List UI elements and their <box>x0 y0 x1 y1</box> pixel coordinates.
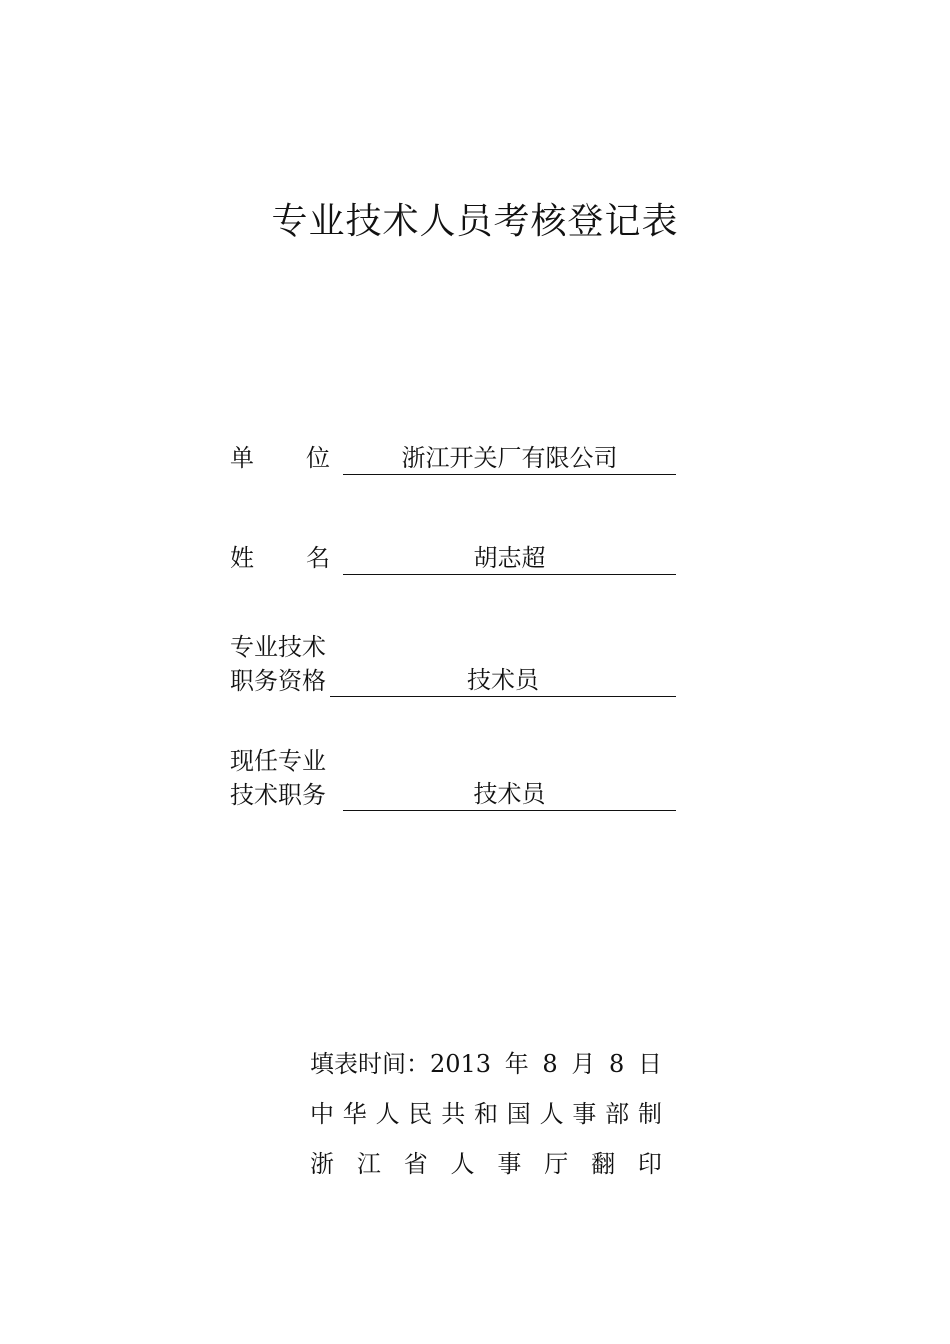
issuer-char: 人 <box>375 1100 400 1128</box>
issuer-row <box>310 1098 662 1130</box>
reprint-char: 人 <box>450 1150 475 1178</box>
qualification-label-line2: 职务资格 <box>230 667 326 695</box>
issuer-char: 和 <box>473 1100 498 1128</box>
issuer-char: 人 <box>539 1100 564 1128</box>
fill-date-row <box>310 1048 662 1080</box>
reprint-char: 厅 <box>544 1150 569 1178</box>
reprint-char: 印 <box>637 1150 662 1178</box>
fill-date-year-unit: 年 <box>504 1050 529 1078</box>
issuer-char: 华 <box>342 1100 367 1128</box>
issuer-char: 中 <box>310 1100 334 1128</box>
form-title: 专业技术人员考核登记表 <box>271 201 679 242</box>
issuer-char: 制 <box>637 1100 662 1128</box>
reprint-char: 浙 <box>310 1150 334 1178</box>
name-label <box>230 542 330 574</box>
unit-label-char-1: 单 <box>230 444 254 472</box>
current-post-label <box>230 744 340 812</box>
unit-label <box>230 442 330 474</box>
fill-date-prefix: 填表时间：2013 <box>310 1050 492 1078</box>
issuer-char: 国 <box>506 1100 531 1128</box>
qualification-value: 技术员 <box>330 664 676 697</box>
unit-value: 浙江开关厂有限公司 <box>343 442 676 475</box>
name-label-char-1: 姓 <box>230 544 254 572</box>
name-label-char-2: 名 <box>306 544 330 572</box>
qualification-label <box>230 630 340 698</box>
unit-label-char-2: 位 <box>306 444 330 472</box>
fill-date-month: 8 <box>542 1050 558 1078</box>
current-post-label-line2: 技术职务 <box>230 781 326 809</box>
fill-date-month-unit: 月 <box>571 1050 596 1078</box>
qualification-label-line1: 专业技术 <box>230 633 326 661</box>
current-post-label-line1: 现任专业 <box>230 747 326 775</box>
reprint-char: 江 <box>356 1150 381 1178</box>
reprint-line <box>310 1148 662 1180</box>
reprint-char: 事 <box>497 1150 522 1178</box>
issuer-char: 部 <box>605 1100 630 1128</box>
issuer-char: 民 <box>408 1100 433 1128</box>
current-post-value: 技术员 <box>343 778 676 811</box>
issuer-line <box>310 1098 662 1130</box>
fill-date-year: 2013 <box>430 1050 492 1078</box>
fill-date-day-unit: 日 <box>638 1050 662 1078</box>
fill-date-day: 8 <box>609 1050 625 1078</box>
issuer-char: 事 <box>572 1100 597 1128</box>
reprint-row <box>310 1148 662 1180</box>
fill-date <box>310 1048 662 1080</box>
name-value: 胡志超 <box>343 542 676 575</box>
reprint-char: 翻 <box>591 1150 616 1178</box>
reprint-char: 省 <box>403 1150 428 1178</box>
issuer-char: 共 <box>441 1100 466 1128</box>
